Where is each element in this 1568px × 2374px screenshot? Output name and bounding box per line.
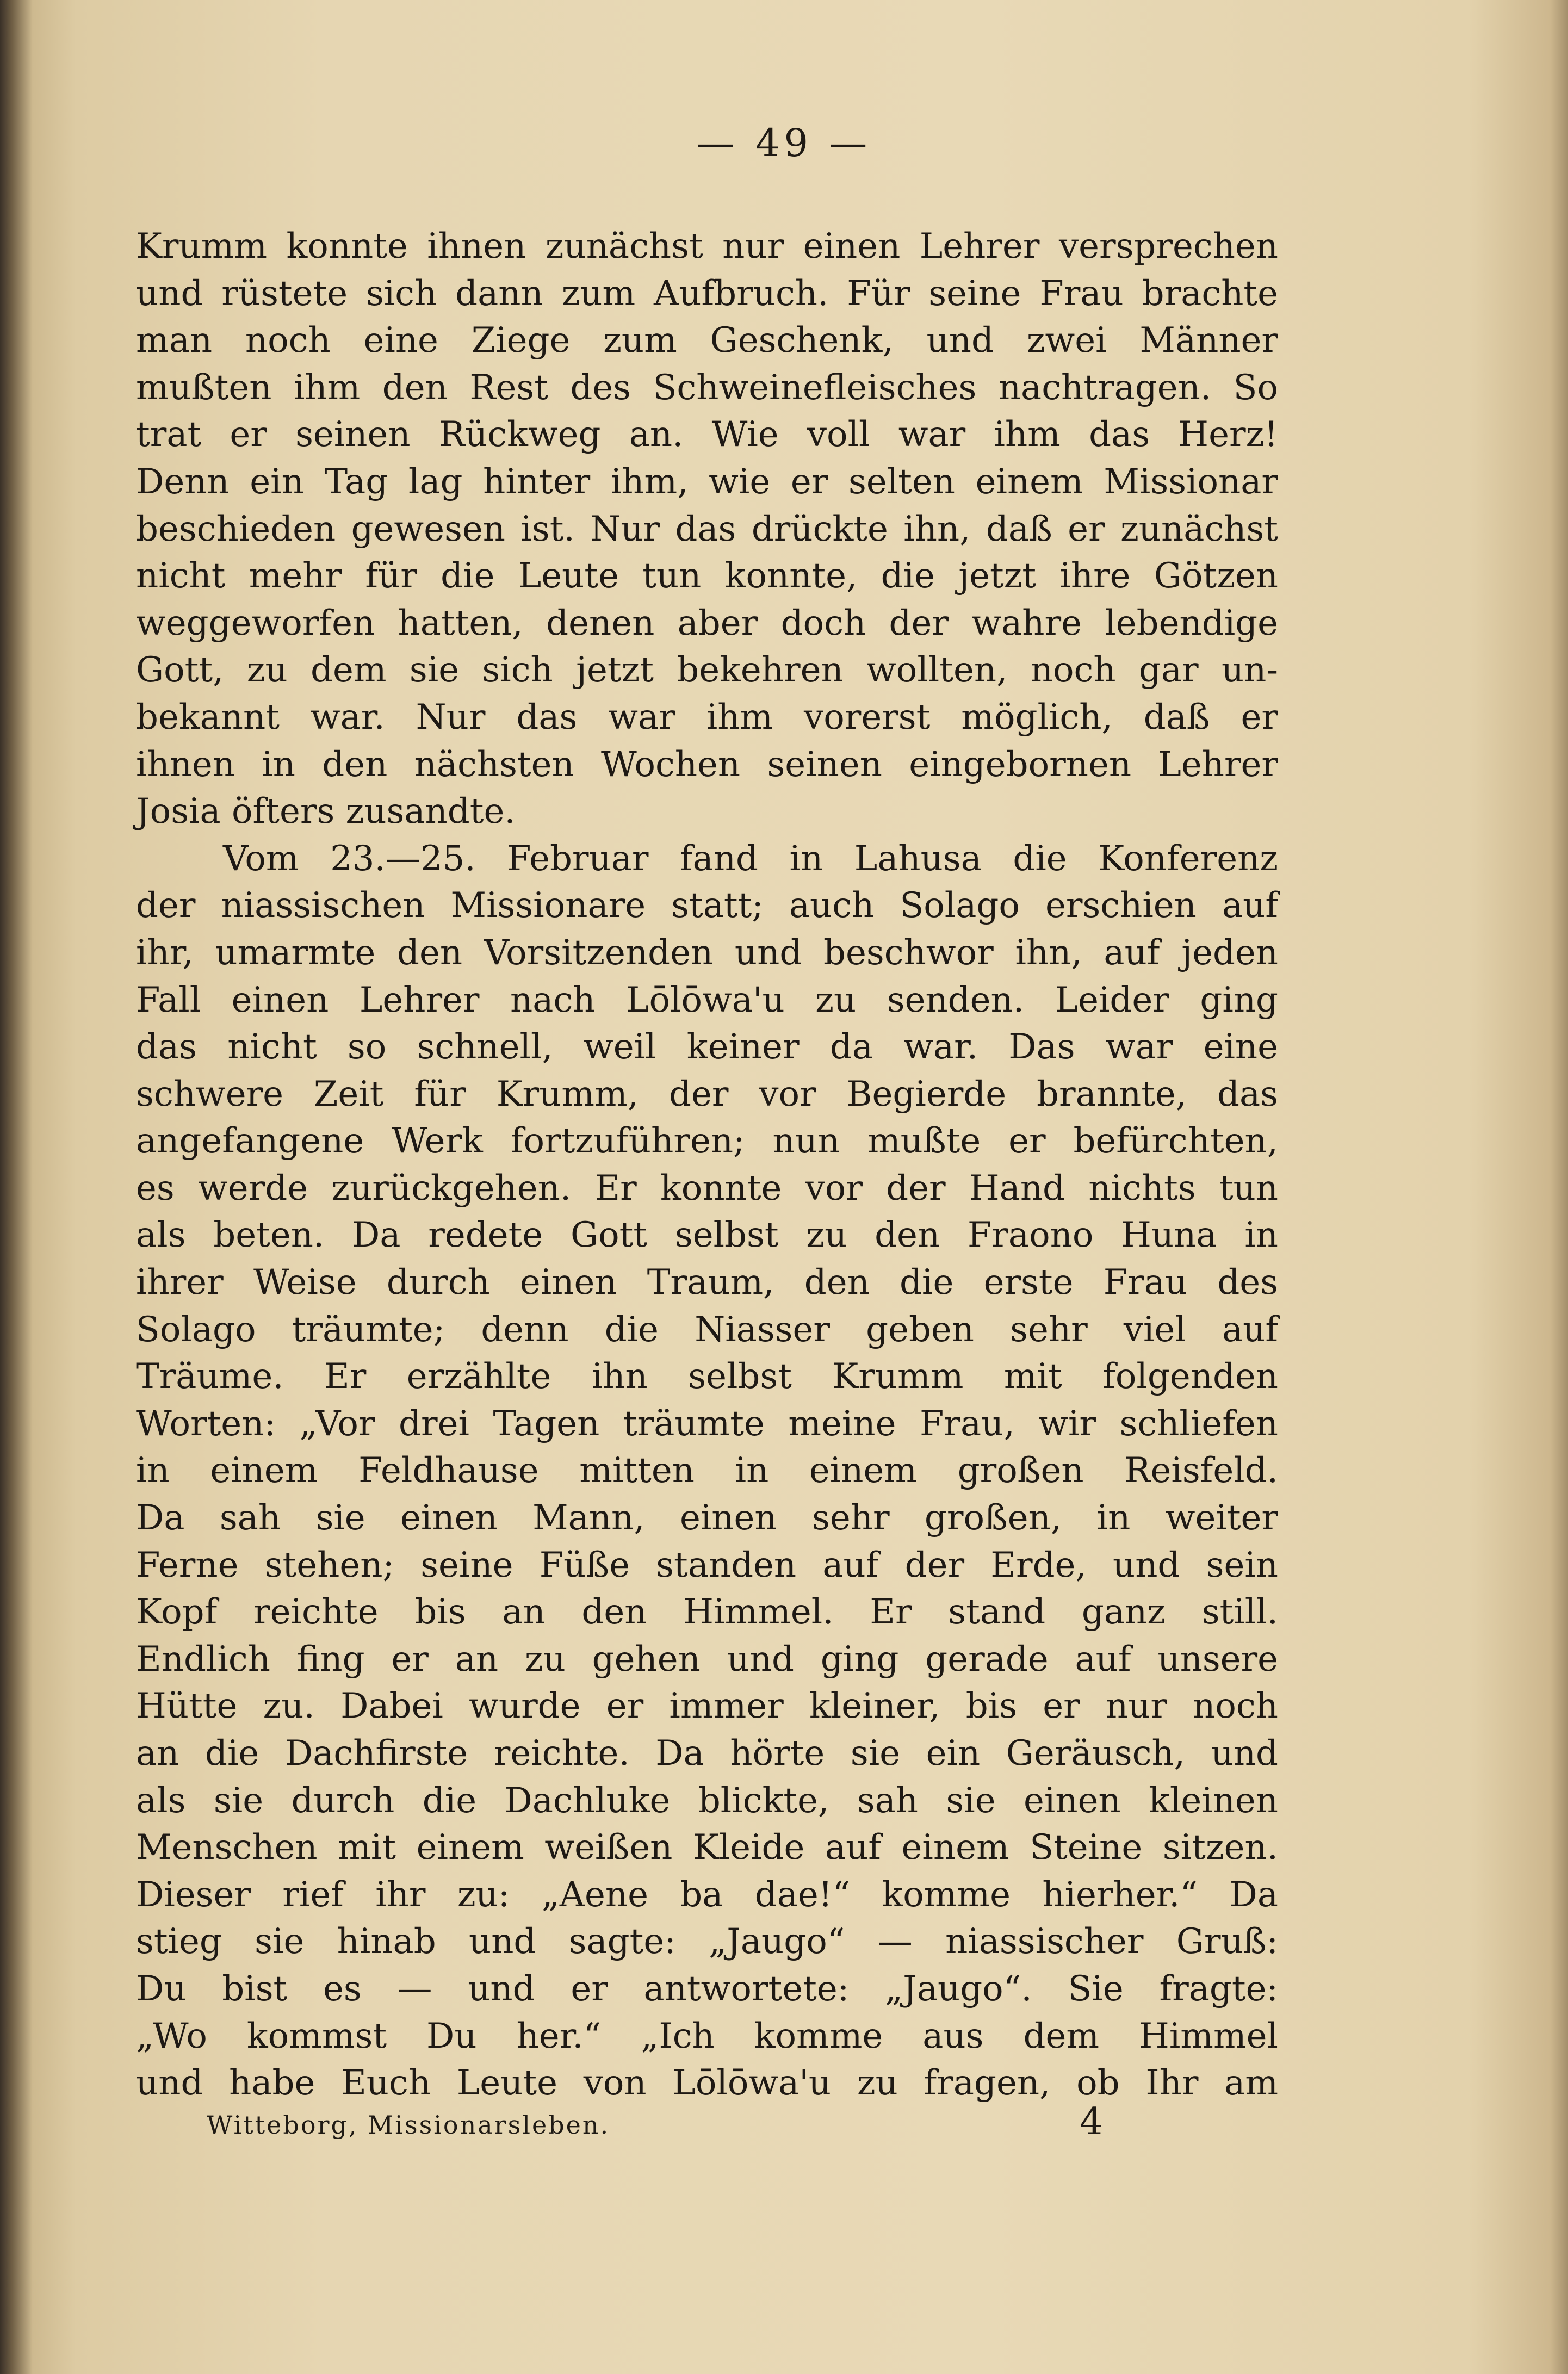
text-line: Kopf reichte bis an den Himmel. Er stand ganz still. <box>136 1592 1278 1633</box>
text-line: mußten ihm den Rest des Schweinefleisches nachtragen. So <box>136 367 1278 408</box>
text-line: Menschen mit einem weißen Kleide auf einem Steine sitzen. <box>136 1827 1278 1868</box>
text-line: Gott, zu dem sie sich jetzt bekehren wollten, noch gar un- <box>136 650 1278 691</box>
text-line: bekannt war. Nur das war ihm vorerst möglich, daß er <box>136 697 1278 737</box>
text-line: Josia öfters zusandte. <box>136 791 516 832</box>
text-line: und habe Euch Leute von Lōlōwa'u zu fragen, ob Ihr am <box>136 2063 1278 2104</box>
text-line: ihr, umarmte den Vorsitzenden und beschwor ihn, auf jeden <box>136 932 1278 973</box>
text-line: stieg sie hinab und sagte: „Jaugo“ — niassischer Gruß: <box>136 1921 1278 1962</box>
text-line: angefangene Werk fortzuführen; nun mußte er befürchten, <box>136 1121 1278 1162</box>
text-line: schwere Zeit für Krumm, der vor Begierde brannte, das <box>136 1074 1278 1114</box>
text-line: ihnen in den nächsten Wochen seinen eingebornen Lehrer <box>136 744 1278 785</box>
text-line: als sie durch die Dachluke blickte, sah sie einen kleinen <box>136 1780 1278 1821</box>
signature-mark: 4 <box>1080 2100 1104 2143</box>
text-line: Denn ein Tag lag hinter ihm, wie er selten einem Missionar <box>136 461 1278 502</box>
text-line: Da sah sie einen Mann, einen sehr großen, in weiter <box>136 1498 1278 1539</box>
text-line: beschieden gewesen ist. Nur das drückte ihn, daß er zunächst <box>136 509 1278 549</box>
text-line: ihrer Weise durch einen Traum, den die erste Frau des <box>136 1262 1278 1303</box>
text-line: das nicht so schnell, weil keiner da war. Das war eine <box>136 1027 1278 1068</box>
body-text <box>136 223 1278 2107</box>
text-line: „Wo kommst Du her.“ „Ich komme aus dem Himmel <box>136 2016 1278 2056</box>
text-line: nicht mehr für die Leute tun konnte, die jetzt ihre Götzen <box>136 556 1278 597</box>
text-line: Worten: „Vor drei Tagen träumte meine Frau, wir schliefen <box>136 1403 1278 1444</box>
text-line: Vom 23.—25. Februar fand in Lahusa die Konferenz <box>223 838 1278 879</box>
text-line: Krumm konnte ihnen zunächst nur einen Lehrer versprechen <box>136 226 1278 266</box>
text-line: Dieser rief ihr zu: „Aene ba dae!“ komme hierher.“ Da <box>136 1874 1278 1915</box>
text-line: Fall einen Lehrer nach Lōlōwa'u zu senden. Leider ging <box>136 980 1278 1020</box>
text-line: als beten. Da redete Gott selbst zu den Fraono Huna in <box>136 1215 1278 1256</box>
text-line: trat er seinen Rückweg an. Wie voll war ihm das Herz! <box>136 414 1278 455</box>
text-line: Hütte zu. Dabei wurde er immer kleiner, bis er nur noch <box>136 1686 1278 1727</box>
text-line: und rüstete sich dann zum Aufbruch. Für seine Frau brachte <box>136 273 1278 314</box>
text-line: Träume. Er erzählte ihn selbst Krumm mit folgenden <box>136 1356 1278 1397</box>
text-line: an die Dachfirste reichte. Da hörte sie ein Geräusch, und <box>136 1733 1278 1774</box>
text-line: Du bist es — und er antwortete: „Jaugo“. Sie fragte: <box>136 1968 1278 2009</box>
page-number: — 49 — <box>696 121 872 165</box>
text-line: es werde zurückgehen. Er konnte vor der Hand nichts tun <box>136 1168 1278 1208</box>
footer-source: Witteborg, Missionarsleben. <box>207 2110 610 2140</box>
text-line: Endlich fing er an zu gehen und ging gerade auf unsere <box>136 1639 1278 1679</box>
text-line: weggeworfen hatten, denen aber doch der wahre lebendige <box>136 603 1278 643</box>
text-line: der niassischen Missionare statt; auch Solago erschien auf <box>136 885 1278 926</box>
text-line: man noch eine Ziege zum Geschenk, und zwei Männer <box>136 320 1278 361</box>
text-line: Ferne stehen; seine Füße standen auf der Erde, und sein <box>136 1545 1278 1585</box>
text-line: in einem Feldhause mitten in einem großen Reisfeld. <box>136 1451 1278 1491</box>
text-line: Solago träumte; denn die Niasser geben sehr viel auf <box>136 1309 1278 1350</box>
